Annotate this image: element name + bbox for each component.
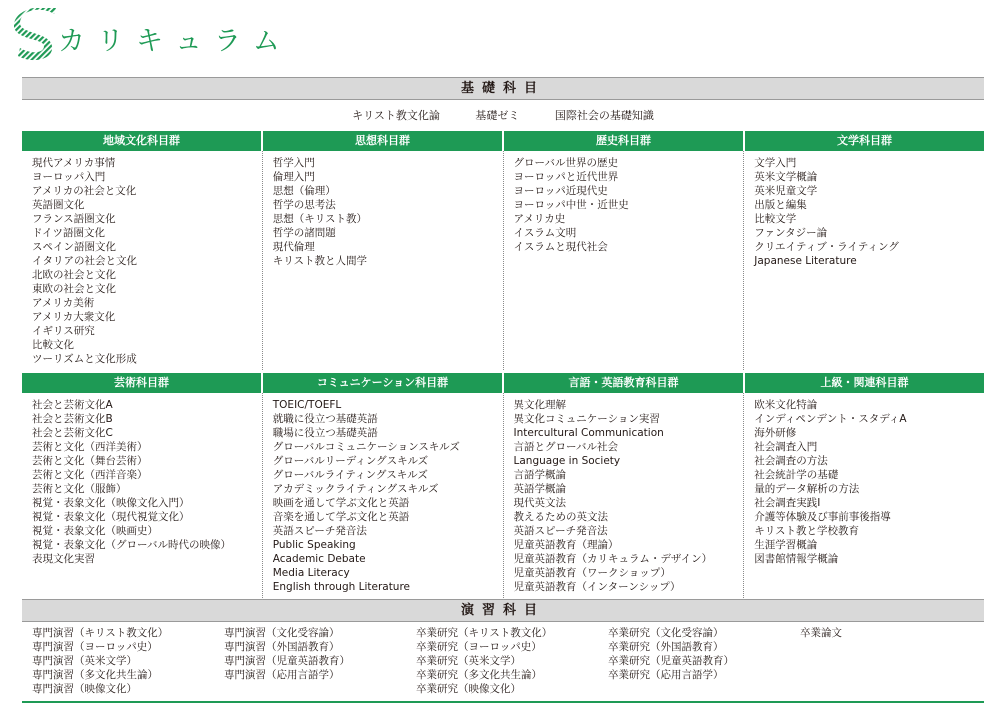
course-item: 映画を通して学ぶ文化と英語	[272, 497, 410, 509]
course-item: 卒業論文	[800, 627, 842, 639]
course-item: キリスト教と人間学	[272, 255, 368, 267]
course-item: Media Literacy	[272, 567, 350, 579]
course-item: Intercultural Communication	[513, 427, 664, 439]
course-item: 児童英語教育（インターンシップ）	[513, 581, 681, 593]
course-item: クリエイティブ・ライティング	[754, 241, 899, 253]
kiso-items	[22, 106, 984, 126]
course-item: 倫理入門	[272, 171, 315, 183]
course-item: ツーリズムと文化形成	[32, 353, 137, 365]
course-item: 専門演習（文化受容論）	[224, 627, 340, 639]
course-item: 比較文学	[754, 213, 797, 225]
course-item: 視覚・表象文化（グローバル時代の映像）	[32, 539, 231, 551]
course-item: 卒業研究（児童英語教育）	[608, 655, 734, 667]
course-item: TOEIC/TOEFL	[272, 399, 342, 411]
course-item: 就職に役立つ基礎英語	[272, 413, 378, 425]
course-item: アメリカ史	[513, 213, 566, 225]
page-title: カリキュラム	[58, 26, 292, 57]
course-item: 哲学の思考法	[272, 199, 336, 211]
course-item: 社会と芸術文化A	[32, 399, 113, 411]
course-item: 卒業研究（文化受容論）	[608, 627, 724, 639]
course-item: 児童英語教育（理論）	[513, 539, 619, 551]
course-item: 図書館情報学概論	[754, 553, 839, 565]
course-item: 現代アメリカ事情	[32, 157, 116, 169]
group-header: 芸術科目群	[22, 373, 261, 393]
course-item: 卒業研究（応用言語学）	[608, 669, 724, 681]
ensyu-section-header: 演習科目	[22, 599, 984, 622]
course-item: 表現文化実習	[32, 553, 95, 565]
group-course-list	[22, 151, 262, 370]
course-item: 量的データ解析の方法	[754, 483, 860, 495]
ensyu-column	[406, 626, 598, 696]
kiso-item: 基礎ゼミ	[475, 109, 520, 122]
course-item: 英語学概論	[513, 483, 566, 495]
course-item: 専門演習（児童英語教育）	[224, 655, 350, 667]
course-item: 社会と芸術文化B	[32, 413, 113, 425]
course-item: アメリカ美術	[32, 297, 95, 309]
course-item: 芸術と文化（舞台芸術）	[32, 455, 148, 467]
course-item: グローバル世界の歴史	[513, 157, 618, 169]
course-item: 欧米文化特論	[754, 399, 818, 411]
course-item: イスラム文明	[513, 227, 577, 239]
ensyu-column	[22, 626, 214, 696]
course-item: 比較文化	[32, 339, 74, 351]
course-item: 教えるための英文法	[513, 511, 608, 523]
course-item: グローバルライティングスキルズ	[272, 469, 428, 481]
course-item: 英米文学概論	[754, 171, 818, 183]
course-item: 専門演習（ヨーロッパ史）	[32, 641, 158, 653]
course-item: 視覚・表象文化（現代視覚文化）	[32, 511, 190, 523]
course-item: 芸術と文化（西洋音楽）	[32, 469, 148, 481]
course-item: 芸術と文化（服飾）	[32, 483, 127, 495]
group-course-list	[262, 151, 503, 370]
course-item: 児童英語教育（カリキュラム・デザイン）	[513, 553, 713, 565]
course-item: ヨーロッパ入門	[32, 171, 106, 183]
course-item: ファンタジー論	[754, 227, 828, 239]
course-item: 児童英語教育（ワークショップ）	[513, 567, 671, 579]
kiso-section-header: 基礎科目	[22, 77, 984, 100]
course-item: 北欧の社会と文化	[32, 269, 116, 281]
course-item: 東欧の社会と文化	[32, 283, 116, 295]
group-course-list	[262, 393, 503, 598]
bottom-divider	[22, 701, 984, 703]
ensyu-column	[214, 626, 406, 696]
course-item: 専門演習（キリスト教文化）	[32, 627, 169, 639]
course-item: 卒業研究（英米文学）	[416, 655, 521, 667]
group-course-list	[503, 393, 744, 598]
kiso-item: 国際社会の基礎知識	[554, 109, 654, 122]
course-item: 思想（倫理）	[272, 185, 336, 197]
course-groups-top	[22, 131, 984, 370]
course-item: 芸術と文化（西洋美術）	[32, 441, 148, 453]
course-item: イスラムと現代社会	[513, 241, 608, 253]
course-item: 英語スピーチ発音法	[513, 525, 608, 537]
course-item: 卒業研究（多文化共生論）	[416, 669, 542, 681]
course-item: ヨーロッパと近代世界	[513, 171, 619, 183]
course-item: English through Literature	[272, 581, 411, 593]
course-item: 異文化コミュニケーション実習	[513, 413, 660, 425]
course-item: 社会調査の方法	[754, 455, 828, 467]
course-item: アメリカの社会と文化	[32, 185, 137, 197]
course-item: 英語圏文化	[32, 199, 85, 211]
course-item: 英米児童文学	[754, 185, 818, 197]
course-item: 社会調査入門	[754, 441, 818, 453]
course-item: 専門演習（外国語教育）	[224, 641, 340, 653]
course-item: 思想（キリスト教）	[272, 213, 368, 225]
course-item: 音楽を通して学ぶ文化と英語	[272, 511, 410, 523]
course-item: 哲学入門	[272, 157, 315, 169]
course-item: グローバルリーディングスキルズ	[272, 455, 429, 467]
course-item: Academic Debate	[272, 553, 366, 565]
group-header: 地域文化科目群	[22, 131, 261, 151]
course-item: 海外研修	[754, 427, 797, 439]
course-item: 職場に役立つ基礎英語	[272, 427, 378, 439]
course-item: 視覚・表象文化（映像文化入門）	[32, 497, 190, 509]
course-item: スペイン語圏文化	[32, 241, 116, 253]
course-item: 専門演習（映像文化）	[32, 683, 137, 695]
course-item: アカデミックライティングスキルズ	[272, 483, 439, 495]
course-item: 社会調査実践Ⅰ	[754, 497, 821, 509]
course-item: 介護等体験及び事前事後指導	[754, 511, 891, 523]
course-item: Language in Society	[513, 455, 621, 467]
course-item: 卒業研究（ヨーロッパ史）	[416, 641, 542, 653]
course-item: Japanese Literature	[754, 255, 857, 267]
course-item: 社会と芸術文化C	[32, 427, 113, 439]
green-hatched-s-icon	[14, 8, 58, 64]
group-course-list	[503, 151, 744, 370]
course-item: 専門演習（応用言語学）	[224, 669, 340, 681]
group-header: 文学科目群	[743, 131, 984, 151]
course-item: アメリカ大衆文化	[32, 311, 116, 323]
course-item: 現代英文法	[513, 497, 566, 509]
course-item: 言語とグローバル社会	[513, 441, 618, 453]
course-item: 視覚・表象文化（映画史）	[32, 525, 158, 537]
ensyu-column	[598, 626, 790, 696]
group-header: 思想科目群	[261, 131, 502, 151]
course-item: イギリス研究	[32, 325, 95, 337]
course-item: インディペンデント・スタディA	[754, 413, 907, 425]
course-item: 卒業研究（映像文化）	[416, 683, 521, 695]
course-item: 出版と編集	[754, 199, 807, 211]
course-item: グローバルコミュニケーションスキルズ	[272, 441, 460, 453]
group-header: 歴史科目群	[502, 131, 743, 151]
group-header: 上級・関連科目群	[743, 373, 984, 393]
course-item: フランス語圏文化	[32, 213, 116, 225]
course-item: 現代倫理	[272, 241, 315, 253]
course-item: 卒業研究（外国語教育）	[608, 641, 724, 653]
group-header: 言語・英語教育科目群	[502, 373, 743, 393]
course-item: 異文化理解	[513, 399, 566, 411]
course-item: 英語スピーチ発音法	[272, 525, 367, 537]
course-item: イタリアの社会と文化	[32, 255, 137, 267]
course-item: 専門演習（多文化共生論）	[32, 669, 158, 681]
course-groups-bottom	[22, 373, 984, 598]
group-course-list	[22, 393, 262, 598]
course-item: 哲学の諸問題	[272, 227, 336, 239]
course-item: キリスト教と学校教育	[754, 525, 860, 537]
course-item: 卒業研究（キリスト教文化）	[416, 627, 553, 639]
course-item: Public Speaking	[272, 539, 356, 551]
course-item: 言語学概論	[513, 469, 566, 481]
course-item: ヨーロッパ近現代史	[513, 185, 608, 197]
course-item: 生涯学習概論	[754, 539, 818, 551]
group-course-list	[743, 393, 984, 598]
course-item: ドイツ語圏文化	[32, 227, 105, 239]
group-header: コミュニケーション科目群	[261, 373, 502, 393]
ensyu-course-list	[22, 626, 984, 696]
course-item: 文学入門	[754, 157, 797, 169]
course-item: ヨーロッパ中世・近世史	[513, 199, 629, 211]
group-course-list	[743, 151, 984, 370]
ensyu-column	[790, 626, 982, 696]
course-item: 専門演習（英米文学）	[32, 655, 137, 667]
course-item: 社会統計学の基礎	[754, 469, 839, 481]
kiso-item: キリスト教文化論	[352, 109, 440, 122]
